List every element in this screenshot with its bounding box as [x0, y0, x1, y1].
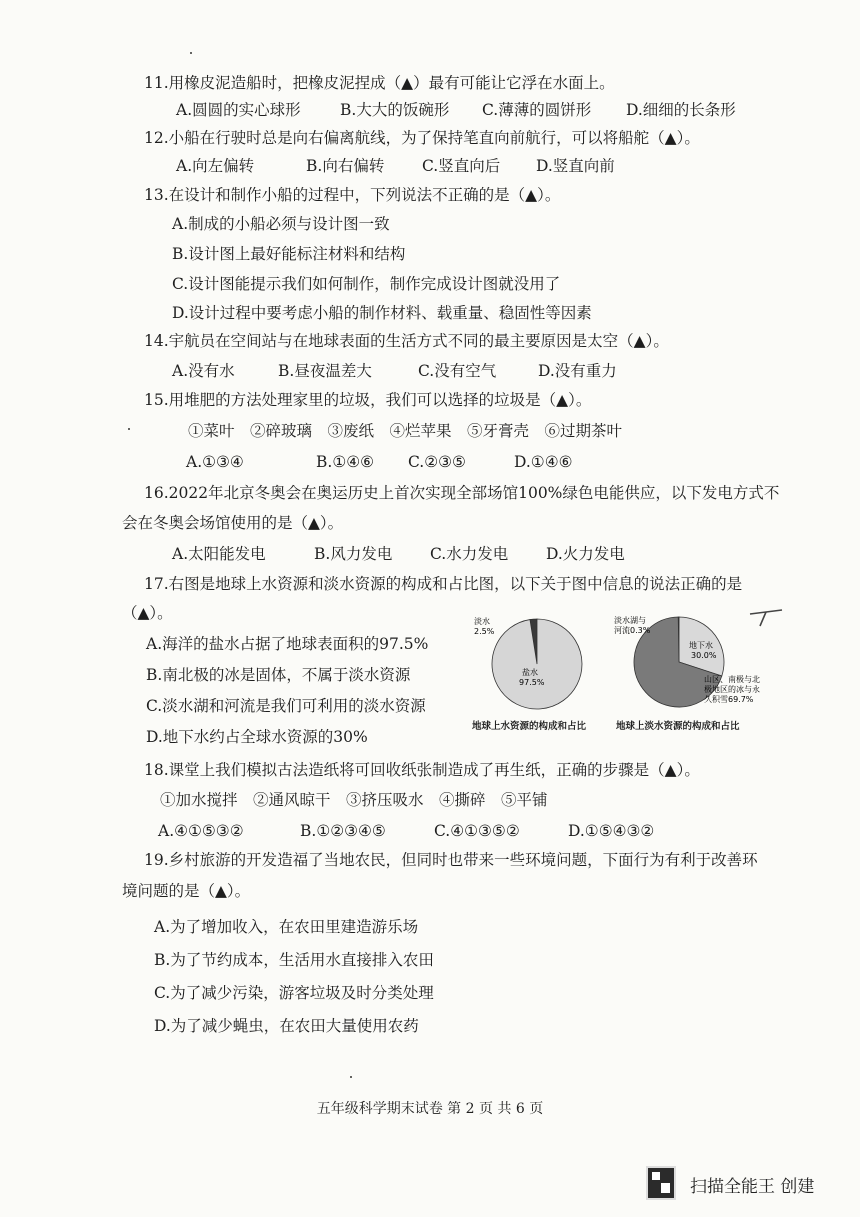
pie2-caption: 地球上淡水资源的构成和占比: [616, 721, 740, 732]
question-17-stem-line-2: （▲）。: [122, 604, 173, 622]
question-14-option-a: A.没有水: [172, 362, 235, 380]
pie1-label-freshwater-pct: 2.5%: [474, 627, 495, 636]
question-17-option-c: C.淡水湖和河流是我们可利用的淡水资源: [146, 697, 426, 715]
question-12-option-a: A.向左偏转: [176, 157, 255, 175]
question-16-option-c: C.水力发电: [430, 545, 509, 563]
question-15-option-a: A.①③④: [186, 453, 244, 471]
scan-speck: [350, 1076, 352, 1078]
question-13-stem: 13.在设计和制作小船的过程中，下列说法不正确的是（▲）。: [144, 186, 561, 204]
scan-speck: [128, 428, 130, 430]
question-15-option-c: C.②③⑤: [408, 453, 466, 471]
pie2-label-ice-pct: 久积雪69.7%: [704, 695, 754, 704]
question-16-stem-line-1: 16.2022年北京冬奥会在奥运历史上首次实现全部场馆100%绿色电能供应，以下发电方式不: [144, 484, 780, 502]
question-11-option-a: A.圆圆的实心球形: [176, 101, 301, 119]
pie2-label-groundwater: 地下水: [689, 641, 713, 650]
question-19-option-d: D.为了减少蝇虫，在农田大量使用农药: [154, 1017, 419, 1035]
question-17-option-d: D.地下水约占全球水资源的30%: [146, 728, 368, 746]
pie2-label-lakes-pct: 河流0.3%: [614, 626, 651, 635]
question-16-option-a: A.太阳能发电: [172, 545, 266, 563]
question-18-option-a: A.④①⑤③②: [158, 822, 244, 840]
pie2-label-ice-2: 极地区的冰与永: [704, 685, 760, 694]
question-12-option-b: B.向右偏转: [306, 157, 385, 175]
scanner-brand-text: 扫描全能王 创建: [690, 1177, 815, 1197]
question-13-option-c: C.设计图能提示我们如何制作，制作完成设计图就没用了: [172, 275, 561, 293]
question-15-stem: 15.用堆肥的方法处理家里的垃圾，我们可以选择的垃圾是（▲）。: [144, 391, 592, 409]
question-12-option-c: C.竖直向后: [422, 157, 501, 175]
question-11-option-d: D.细细的长条形: [626, 101, 736, 119]
scanner-watermark: [646, 1160, 846, 1204]
page-footer: 五年级科学期末试卷 第 2 页 共 6 页: [316, 1101, 544, 1117]
question-13-option-b: B.设计图上最好能标注材料和结构: [172, 245, 406, 263]
question-13-option-a: A.制成的小船必须与设计图一致: [172, 215, 390, 233]
question-18-option-d: D.①⑤④③②: [568, 822, 655, 840]
question-14-option-c: C.没有空气: [418, 362, 497, 380]
question-11-option-b: B.大大的饭碗形: [340, 101, 450, 119]
question-18-option-b: B.①②③④⑤: [300, 822, 386, 840]
question-15-option-b: B.①④⑥: [316, 453, 375, 471]
question-18-stem: 18.课堂上我们模拟古法造纸将可回收纸张制造成了再生纸，正确的步骤是（▲）。: [144, 761, 700, 779]
scan-speck: [190, 52, 192, 54]
pie2-label-groundwater-pct: 30.0%: [691, 651, 717, 660]
pie1-caption: 地球上水资源的构成和占比: [472, 721, 587, 732]
question-15-items: ①菜叶 ②碎玻璃 ③废纸 ④烂苹果 ⑤牙膏壳 ⑥过期茶叶: [188, 422, 623, 440]
question-19-option-b: B.为了节约成本，生活用水直接排入农田: [154, 951, 434, 969]
pie1-label-freshwater: 淡水: [474, 617, 490, 626]
question-16-option-b: B.风力发电: [314, 545, 393, 563]
question-13-option-d: D.设计过程中要考虑小船的制作材料、载重量、稳固性等因素: [172, 304, 592, 322]
water-resources-pie-chart: [466, 614, 591, 714]
pie1-label-saltwater-pct: 97.5%: [519, 678, 545, 687]
question-16-option-d: D.火力发电: [546, 545, 625, 563]
freshwater-resources-pie-chart: [612, 612, 760, 716]
question-11-stem: 11.用橡皮泥造船时，把橡皮泥捏成（▲）最有可能让它浮在水面上。: [144, 74, 615, 92]
question-14-option-b: B.昼夜温差大: [278, 362, 372, 380]
scanner-qr-icon: [646, 1166, 676, 1200]
pie2-label-lakes: 淡水湖与: [614, 616, 646, 625]
question-15-option-d: D.①④⑥: [514, 453, 573, 471]
question-14-option-d: D.没有重力: [538, 362, 617, 380]
question-19-stem-line-2: 境问题的是（▲）。: [122, 882, 251, 900]
pie2-label-ice: 山区、南极与北: [704, 675, 760, 684]
question-19-option-c: C.为了减少污染，游客垃圾及时分类处理: [154, 984, 434, 1002]
question-18-option-c: C.④①③⑤②: [434, 822, 520, 840]
question-17-option-a: A.海洋的盐水占据了地球表面积的97.5%: [146, 635, 429, 653]
question-16-stem-line-2: 会在冬奥会场馆使用的是（▲）。: [122, 514, 344, 532]
question-11-option-c: C.薄薄的圆饼形: [482, 101, 592, 119]
question-19-stem-line-1: 19.乡村旅游的开发造福了当地农民，但同时也带来一些环境问题，下面行为有利于改善环: [144, 851, 758, 869]
pen-mark: [748, 606, 784, 628]
pie1-slice-1: [492, 619, 582, 709]
question-17-stem-line-1: 17.右图是地球上水资源和淡水资源的构成和占比图，以下关于图中信息的说法正确的是: [144, 575, 743, 593]
question-12-stem: 12.小船在行驶时总是向右偏离航线，为了保持笔直向前航行，可以将船舵（▲）。: [144, 129, 700, 147]
question-18-items: ①加水搅拌 ②通风晾干 ③挤压吸水 ④撕碎 ⑤平铺: [160, 791, 548, 809]
question-12-option-d: D.竖直向前: [536, 157, 615, 175]
pie1-label-saltwater: 盐水: [522, 668, 538, 677]
question-14-stem: 14.宇航员在空间站与在地球表面的生活方式不同的最主要原因是太空（▲）。: [144, 332, 669, 350]
question-19-option-a: A.为了增加收入，在农田里建造游乐场: [154, 918, 419, 936]
question-17-option-b: B.南北极的冰是固体，不属于淡水资源: [146, 666, 411, 684]
